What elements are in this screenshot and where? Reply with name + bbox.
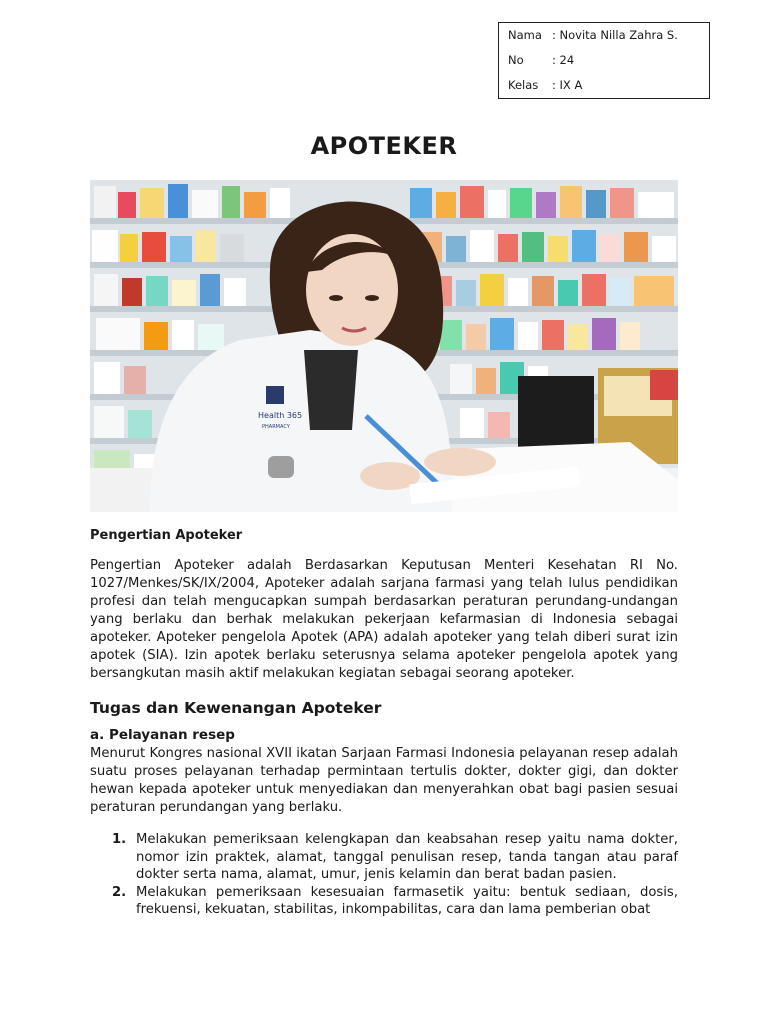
name-label: Nama — [508, 28, 542, 42]
student-info-box — [498, 22, 710, 99]
prescription-service-paragraph: Menurut Kongres nasional XVII ikatan Sarjaan Farmasi Indonesia pelayanan resep adalah suatu proses pelayanan terhadap permintaan tertulis dokter, dokter gigi, dan dokter hewan kepada apoteker untuk menyediakan dan menyerahkan obat bagi pasien sesuai peraturan perundangan yang berlaku. — [90, 746, 678, 815]
pharmacist-photo — [90, 180, 678, 512]
definition-paragraph: Pengertian Apoteker adalah Berdasarkan Keputusan Menteri Kesehatan RI No. 1027/Menkes/SK/IX/2004, Apoteker adalah sarjana farmasi yang telah lulus pendidikan profesi dan telah mengucapkan sumpah berdasarkan peraturan perundang-undangan yang berlaku dan berhak melakukan pekerjaan kefarmasian di Indonesia sebagai apoteker. Apoteker pengelola Apotek (APA) adalah apoteker yang telah diberi surat izin apotek (SIA). Izin apotek berlaku seterusnya selama apoteker pengelola apotek yang bersangkutan masih aktif melakukan kegiatan sebagai seorang apoteker. — [90, 558, 678, 681]
list-item-text: Melakukan pemeriksaan kesesuaian farmasetik yaitu: bentuk sediaan, dosis, frekuensi, kekuatan, stabilitas, inkompabilitas, cara dan lama pemberian obat — [136, 884, 678, 917]
name-value: : Novita Nilla Zahra S. — [552, 28, 678, 42]
student-number-row — [508, 52, 709, 77]
list-item-text: Melakukan pemeriksaan kelengkapan dan keabsahan resep yaitu nama dokter, nomor izin praktek, alamat, tanggal penulisan resep, tanda tangan atau paraf dokter serta nama, alamat, umur, jenis kelamin dan berat badan pasien. — [136, 832, 678, 882]
number-label: No — [508, 53, 524, 67]
coat-logo-text: Health 365 — [258, 411, 303, 420]
student-class-row — [508, 77, 709, 102]
class-label: Kelas — [508, 78, 539, 92]
list-item-number: 2. — [112, 884, 127, 900]
subheading-prescription-service: a. Pelayanan resep — [90, 727, 235, 743]
student-name-row — [508, 27, 709, 52]
section-heading-duties: Tugas dan Kewenangan Apoteker — [90, 699, 382, 717]
number-value: : 24 — [552, 53, 575, 67]
pharmacist-illustration — [90, 180, 678, 512]
document-body — [90, 528, 678, 919]
class-value: : IX A — [552, 78, 583, 92]
list-item — [90, 884, 678, 919]
page-title: APOTEKER — [310, 132, 458, 160]
section-heading-definition: Pengertian Apoteker — [90, 528, 243, 543]
coat-logo-subtext: PHARMACY — [262, 424, 290, 430]
list-item-number: 1. — [112, 832, 127, 847]
steps-list — [90, 831, 678, 919]
list-item — [90, 831, 678, 884]
